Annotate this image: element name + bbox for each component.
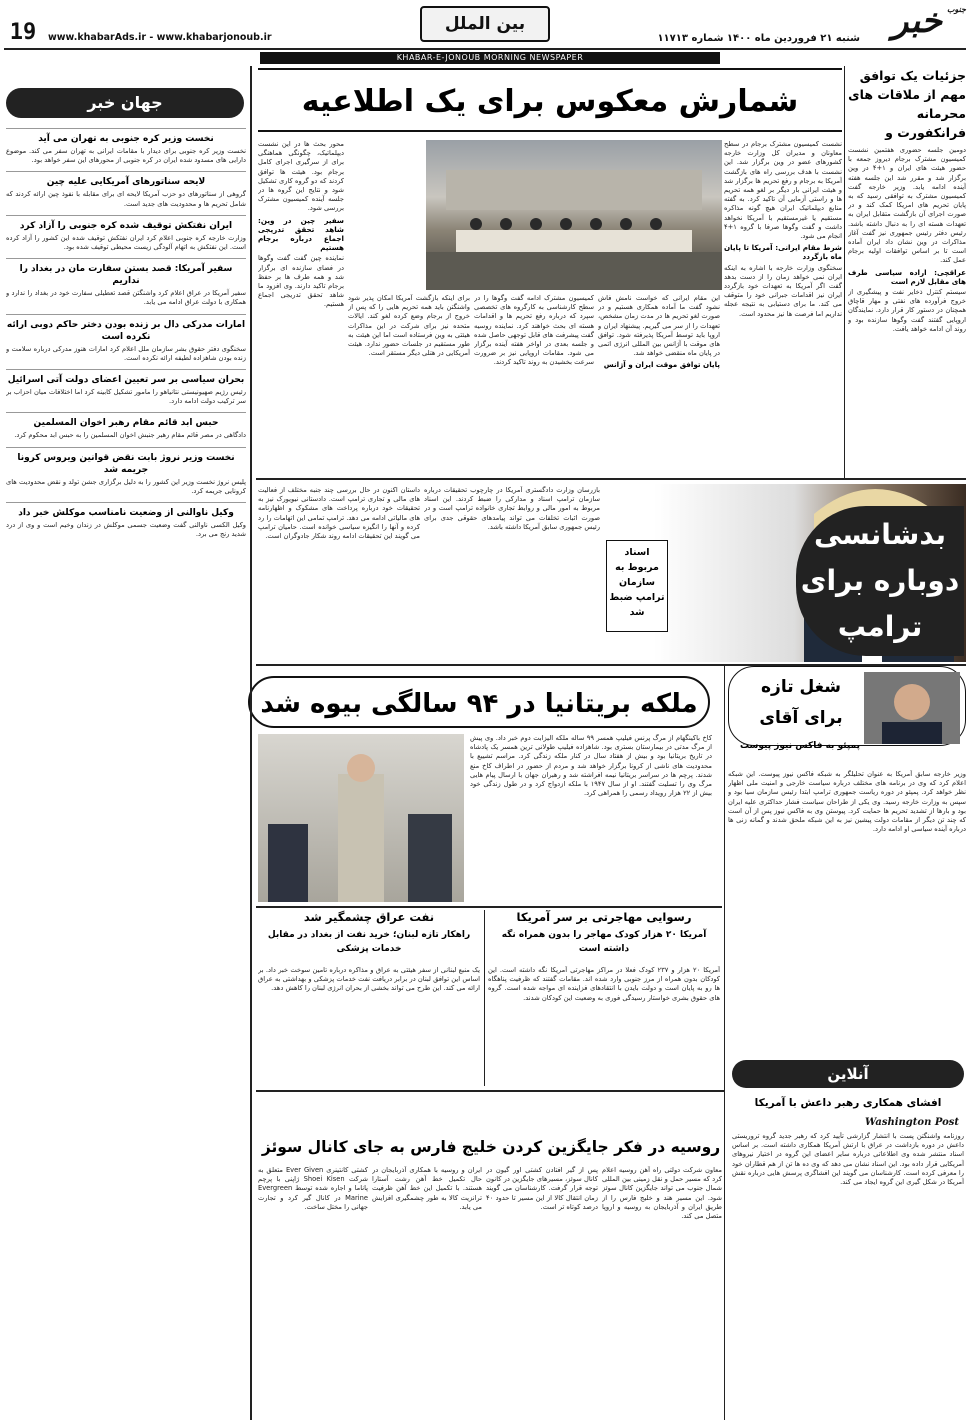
lead-photo bbox=[426, 140, 722, 290]
world-news-body: سخنگوی دفتر حقوق بشر سازمان ملل اعلام کرد امارات هنوز مدرکی درباره سلامت و زنده بودن شاهزاده لطیفه ارائه نکرده است. bbox=[6, 344, 246, 362]
suez-text-3: ایران و روسیه با همکاری آذربایجان در حال تکمیل خط آهن رشت آستارا هستند. با تکمیل این خط آهن ظرفیت ترانزیت کالا به طور چشمگیری افزایش می یابد. bbox=[372, 1166, 482, 1211]
oil-body: یک منبع لبنانی از سفر هیئتی به عراق و مذاکره درباره تامین سوخت خبر داد. بر اساس این توافق لبنان در برابر دریافت نفت خدمات پزشکی و بهداشتی به عراق ارائه می کند. این طرح می تواند بخشی از بحران انرژی لبنان را کاهش دهد. bbox=[258, 966, 480, 993]
lead-col-2 bbox=[598, 294, 720, 472]
suez-text-4: کشتی کانتینری Ever Given متعلق به شرکت Shoei Kisen ژاپنی با پرچم پاناما و اجاره شده توسط Evergreen Marine در کانال گیر کرد و تجارت جهانی را مختل ساخت. bbox=[258, 1166, 368, 1211]
lead-text-5b: نماینده چین گفت گفت وگوها در فضای سازنده ای برگزار شد و همه طرف ها بر حفظ برجام تاکید دارند. وی افزود ما شاهد تحقق تدریجی اجماع هستیم. bbox=[258, 254, 344, 309]
world-news-list bbox=[6, 122, 246, 1418]
trump-text-1: بازرسان وزارت دادگستری آمریکا در چارچوب تحقیقات درباره سازمان ترامپ اسناد و مدارکی را ضبط کردند. این اسناد مربوط به امور مالی و روابط تجاری خانواده ترامپ است و در صورت اثبات تخلفات می تواند پیامدهای حقوقی جدی برای رئیس جمهوری سابق آمریکا داشته باشد. bbox=[424, 486, 600, 531]
website-links[interactable]: www.khabarAds.ir - www.khabarjonoub.ir bbox=[48, 32, 272, 43]
trump-col-1 bbox=[424, 486, 600, 660]
online-banner: آنلاین bbox=[732, 1060, 964, 1088]
world-news-title: ایران نفتکش توقیف شده کره جنوبی را آزاد کرد bbox=[6, 215, 246, 232]
pompeo-headline: شغل تازه برای آقای bbox=[759, 677, 843, 728]
world-news-banner: جهان خبر bbox=[6, 88, 244, 118]
lead-col-4 bbox=[348, 294, 470, 472]
oil-text bbox=[258, 966, 480, 1086]
world-news-title: نخست وزیر کره جنوبی به تهران می آید bbox=[6, 128, 246, 145]
right-column-text bbox=[848, 146, 966, 476]
suez-text-1: معاون شرکت دولتی راه آهن روسیه اعلام کرد که مسیر حمل و نقل زمینی بین المللی شمال جنوب می تواند جایگزین کانال سوئز شود. این مسیر هند و خلیج فارس را از طریق ایران و آذربایجان به روسیه و اروپا متصل می کند. bbox=[602, 1166, 722, 1221]
migrants-headline: رسوایی مهاجرتی بر سر آمریکا bbox=[516, 910, 692, 924]
trump-headline: بدشانسی دوباره برای ترامپ bbox=[796, 506, 964, 656]
queen-body: کاخ باکینگهام از مرگ پرنس فیلیپ همسر ۹۹ ساله ملکه الیزابت دوم خبر داد. وی پیش از مرگ مدتی در بیمارستان بستری بود. شاهزاده فیلیپ طولانی ترین همسر یک پادشاه در تاریخ بریتانیا بود و بیش از هفتاد سال در کنار ملکه زندگی کرد. مراسم تشییع با محدودیت های ناشی از کرونا برگزار خواهد شد و مردم از حضور در اطراف کاخ منع شدند. پرچم ها در سراسر بریتانیا نیمه افراشته شد و رهبران جهان با ارسال پیام هایی مرگ وی را تسلیت گفتند. او از سال ۱۹۴۷ با ملکه ازدواج کرد و در طول زندگی خود بیش از ۲۲ هزار رویداد رسمی را همراهی کرد. bbox=[470, 734, 712, 798]
lead-text-5: محور بحث ها در این نشست دیپلماتیک، چگونگی هماهنگی برای از سرگیری اجرای کامل برجام بود. هیئت ها توافق کردند که دو گروه کاری تشکیل شود و نتایج این گروه ها در جلسه آینده کمیسیون مشترک بررسی شود. bbox=[258, 140, 344, 213]
trump-text-2: داستان اکنون در حال بررسی چند جنبه مختلف از فعالیت های مالی و تجاری ترامپ است. دادستانی نیویورک نیز به تحقیقات خود درباره پرداخت های مشکوک و اظهارنامه های مالیاتی ادامه می دهد. ترامپ تمامی این اتهامات را رد کرده و آنها را انگیزه سیاسی خوانده است. حامیان ترامپ می گویند این تحقیقات ادامه روند شکار جادوگران است. bbox=[258, 486, 420, 541]
suez-text-2: پس از گیر افتادن کشتی اور گیون در کانال سوئز، مسیرهای جایگزین در کانون توجه قرار گرفت. کارشناسان می گویند زمان انتقال کالا از این مسیر تا حدود ۴۰ درصد کوتاه تر است. bbox=[486, 1166, 598, 1211]
world-news-title: بحران سیاسی بر سر تعیین اعضای دولت آتی اسرائیل bbox=[6, 369, 246, 386]
world-news-body: وزارت خارجه کره جنوبی اعلام کرد ایران نفتکش توقیف شده این کشور را آزاد کرده است. این نفتکش به اتهام آلودگی زیست محیطی توقیف شده بود. bbox=[6, 233, 246, 252]
logo-text: خبر bbox=[891, 1, 943, 41]
world-news-body: پلیس نروژ نخست وزیر این کشور را به دلیل برگزاری جشن تولد و نقض محدودیت های کرونایی جریمه کرد. bbox=[6, 477, 246, 495]
world-news-title: سفیر آمریکا: قصد بستن سفارت مان در بغداد را نداریم bbox=[6, 258, 246, 287]
pompeo-photo bbox=[864, 672, 960, 744]
logo-sub: جنوب bbox=[946, 4, 966, 14]
lead-sub-3: سفیر چین در وین: شاهد تحقق تدریجی اجماع درباره برجام هستیم bbox=[258, 215, 344, 253]
world-news-body: رئیس رژیم صهیونیستی نتانیاهو را مامور تشکیل کابینه کرد اما اختلافات میان احزاب بر سر ترکیب دولت ادامه دارد. bbox=[6, 388, 246, 406]
world-news-body: گروهی از سناتورهای دو حزب آمریکا لایحه ای برای مقابله با نفوذ چین ارائه کردند که شامل تحریم ها و محدودیت های جدید است. bbox=[6, 190, 246, 208]
migrants-body: آمریکا ۲۰ هزار و ۲۳۷ کودک فعلا در مراکز مهاجرتی آمریکا نگه داشته است. این کودکان بدون همراه از مرز جنوبی وارد شده اند. مقامات گفتند که ظرفیت پناهگاه ها رو به پایان است و دولت بایدن با انتقادهای فزاینده ای مواجه شده است. گروه های حقوق بشری خواستار رسیدگی فوری به وضعیت این کودکان شدند. bbox=[488, 966, 720, 1002]
world-news-title: وکیل ناوالنی از وضعیت نامناسب موکلش خبر داد bbox=[6, 502, 246, 519]
lead-text-1: نشست کمیسیون مشترک برجام در سطح معاونان و مدیران کل وزارت خارجه کشورهای عضو در وین برگزار شد. این نشست با هدف بررسی راه های بازگشت آمریکا به برجام و رفع تحریم ها برگزار شد و هیئت ایرانی بار دیگر بر لغو همه تحریم ها و راستی آزمایی آن تاکید کرد. به گفته منابع دیپلماتیک ایران هیچ گونه مذاکره مستقیم یا غیرمستقیم با آمریکا نخواهد داشت و گفت وگوها صرفا با گروه ۱+۴ انجام می شود. bbox=[724, 140, 842, 241]
world-news-body: دادگاهی در مصر قائم مقام رهبر جنبش اخوان المسلمین را به حبس ابد محکوم کرد. bbox=[14, 431, 246, 440]
suez-col-1 bbox=[602, 1166, 722, 1420]
right-body-2: سیستم کنترل ذخایر نفت و پیشگیری از خروج فرآورده های نفتی و مهار قاچاق همچنان در دستور کار قرار دارد. نمایندگان اروپایی گفتند گفت وگوها سازنده بود و روند آن ادامه خواهد یافت. bbox=[848, 288, 966, 333]
world-news-body: نخست وزیر کره جنوبی برای دیدار با مقامات ایرانی به تهران سفر می کند. موضوع دارایی های مسدود شده ایران در کره جنوبی از محورهای این سفر خواهد بود. bbox=[6, 147, 246, 165]
world-news-title: حبس ابد قائم مقام رهبر اخوان المسلمین bbox=[6, 412, 246, 429]
queen-headline: ملکه بریتانیا در ۹۴ سالگی بیوه شد bbox=[248, 676, 710, 728]
queen-text bbox=[470, 734, 712, 902]
online-body: روزنامه واشنگتن پست با انتشار گزارشی تأیید کرد که رهبر جدید گروه تروریستی داعش در دوره بازداشت در عراق با ارتش آمریکا همکاری داشته است. بر اساس اسناد منتشر شده وی اطلاعاتی درباره سایر اعضای این گروه در اختیار نیروهای آمریکایی قرار داده بود. این اسناد نشان می دهد که وی ده ها تن از هم قطاران خود را معرفی کرده است. کارشناسان می گویند این افشاگری پرسش هایی درباره نقش آمریکا در شکل گیری این گروه ایجاد می کند. bbox=[732, 1132, 964, 1187]
page-number: 19 bbox=[9, 20, 37, 45]
lead-col-3 bbox=[474, 294, 594, 472]
suez-col-4 bbox=[258, 1166, 368, 1420]
queen-photo bbox=[258, 734, 464, 902]
pompeo-text bbox=[728, 770, 966, 1020]
world-news-body: سفیر آمریکا در عراق اعلام کرد واشنگتن قصد تعطیلی سفارت خود در بغداد را ندارد و همکاری با دولت عراق ادامه می یابد. bbox=[6, 289, 246, 307]
suez-headline: روسیه در فکر جایگزین کردن خلیج فارس به جای کانال سوئز bbox=[261, 1138, 721, 1156]
suez-col-3 bbox=[372, 1166, 482, 1420]
pompeo-body: وزیر خارجه سابق آمریکا به عنوان تحلیلگر به شبکه فاکس نیوز پیوست. این شبکه اعلام کرد که وی در برنامه های مختلف درباره سیاست خارجی و امنیت ملی اظهار نظر خواهد کرد. پمپئو در دوره ریاست جمهوری ترامپ ابتدا رئیس سازمان سیا بود و سپس به وزارت خارجه رسید. وی یکی از طراحان سیاست فشار حداکثری علیه ایران بود و بارها از تشدید تحریم ها حمایت کرد. پیوستن وی به فاکس نیوز پس از آن است که چند تن دیگر از مقامات دولت پیشین نیز به این شبکه ملحق شدند و گمانه زنی ها درباره آینده سیاسی او ادامه دارد. bbox=[728, 770, 966, 834]
section-title: بین الملل bbox=[420, 6, 550, 42]
conference-table-image bbox=[426, 140, 722, 290]
lead-sub-2: پایان توافق موقت ایران و آژانس bbox=[603, 360, 720, 370]
world-news-body: وکیل الکسی ناوالنی گفت وضعیت جسمی موکلش در زندان وخیم است و وی از درد شدید رنج می برد. bbox=[6, 521, 246, 539]
masthead-strap: KHABAR-E-JONOUB MORNING NEWSPAPER bbox=[260, 52, 720, 64]
oil-subtitle: راهکار تازه لبنان؛ خرید نفت از بغداد در مقابل خدمات پزشکی bbox=[267, 930, 471, 954]
pompeo-image bbox=[864, 672, 960, 744]
trump-quote-box: اسناد مربوط به سازمان ترامپ ضبط شد bbox=[606, 540, 668, 632]
suez-col-2 bbox=[486, 1166, 598, 1420]
lead-headline: شمارش معکوس برای یک اطلاعیه bbox=[258, 68, 842, 132]
trump-col-2 bbox=[258, 486, 420, 660]
issue-date: شنبه ۲۱ فروردین ماه ۱۴۰۰ شماره ۱۱۷۱۳ bbox=[657, 33, 860, 44]
lead-text-4: برای اینکه بازگشت آمریکا امکان پذیر شود واشنگتن باید همه تحریم هایی را که پس از خروج از برجام وضع کرده لغو کند. ایالات متحده نیز برای شرکت در این مذاکرات هیئتی به وین فرستاده است اما این هیئت به طور مستقیم در جلسات حضور ندارد. هیئت آمریکایی در هتلی دیگر مستقر است. bbox=[348, 294, 470, 358]
newspaper-logo[interactable] bbox=[868, 1, 966, 41]
migrants-subtitle: آمریکا ۲۰ هزار کودک مهاجر را بدون همراه نگه داشته است bbox=[501, 930, 707, 954]
world-news-title: امارات مدرکی دال بر زنده بودن دختر حاکم دوبی ارائه نکرده است bbox=[6, 314, 246, 343]
world-news-title: لایحه سناتورهای آمریکایی علیه چین bbox=[6, 171, 246, 188]
oil-headline: نفت عراق چشمگیر شد bbox=[303, 910, 435, 924]
world-news-title: نخست وزیر نروژ بابت نقض قوانین ویروس کرونا جریمه شد bbox=[6, 447, 246, 476]
pompeo-subtitle: پمپئو به فاکس نیوز پیوست bbox=[740, 741, 860, 751]
online-headline: افشای همکاری رهبر داعش با آمریکا bbox=[754, 1097, 942, 1109]
prince-philip-image bbox=[258, 734, 464, 902]
washington-post-label: Washington Post bbox=[864, 1117, 959, 1128]
lead-text-1b: سخنگوی وزارت خارجه با اشاره به اینکه ایران نمی خواهد زمان را از دست بدهد گفت اگر آمریکا به تعهدات خود بازگردد ایران نیز اقدامات جبرانی خود را متوقف می کند. ما برای دستیابی به نتیجه عجله نداریم اما فرصت ها نیز محدود است. bbox=[724, 263, 842, 318]
lead-col-1 bbox=[724, 140, 842, 472]
migrants-text bbox=[488, 966, 720, 1086]
right-headline: جزئیات یک توافق مهم از ملاقات های محرمانه فرانکفورت و bbox=[848, 68, 966, 140]
lead-sub-1: شرط مقام ایرانی: آمریکا تا پایان ماه بازگردد bbox=[724, 243, 842, 262]
lead-col-5 bbox=[258, 140, 344, 472]
right-sub: عراقچی: اراده سیاسی طرف های مقابل لازم است bbox=[848, 267, 966, 286]
lead-text-3: کمیسیون مشترک ادامه گفت وگوها را در سطح کارشناسی به کارگروه های تخصصی سپرد که درباره رفع تحریم ها و اقدامات هسته ای بحث خواهند کرد. نماینده روسیه گفت پیشرفت های قابل توجهی حاصل شده و جلسه بعدی در اواخر هفته آینده برگزار می شود. مقامات اروپایی نیز بر ضرورت سرعت بخشیدن به روند تاکید کردند. bbox=[474, 294, 594, 367]
right-body: دومین جلسه حضوری هفتمین نشست کمیسیون مشترک برجام دیروز جمعه با حضور هیئت های ایران و ۱+۴ در وین برگزار شد و مقرر شد این جلسه هفته آینده ادامه یابد. وزیر خارجه گفت کمیسیون مشترک به توافقی رسید که به پایان تحریم های امریکا کمک کند و در صورت اجرای آن بازگشت متقابل ایران به تعهدات هسته ای را به دنبال داشته باشد. رئیس دفتر رئیس جمهوری نیز گفت آغاز مذاکرات در وین نشان داد ایران آماده است تا بر اساس توافقات اولیه برجام عمل کند. bbox=[848, 146, 966, 265]
online-text bbox=[732, 1132, 964, 1420]
lead-text-2: این مقام ایرانی که خواست نامش فاش نشود گفت ما آماده همکاری هستیم و در صورت لغو تحریم ها در مدت زمان مشخص، تعهدات را از سر می گیریم. پیشنهاد ایران و اروپا باید توسط آمریکا پذیرفته شود. توافق های موقت با آژانس بین المللی انرژی اتمی در پایان ماه منقضی خواهد شد. bbox=[598, 294, 720, 358]
